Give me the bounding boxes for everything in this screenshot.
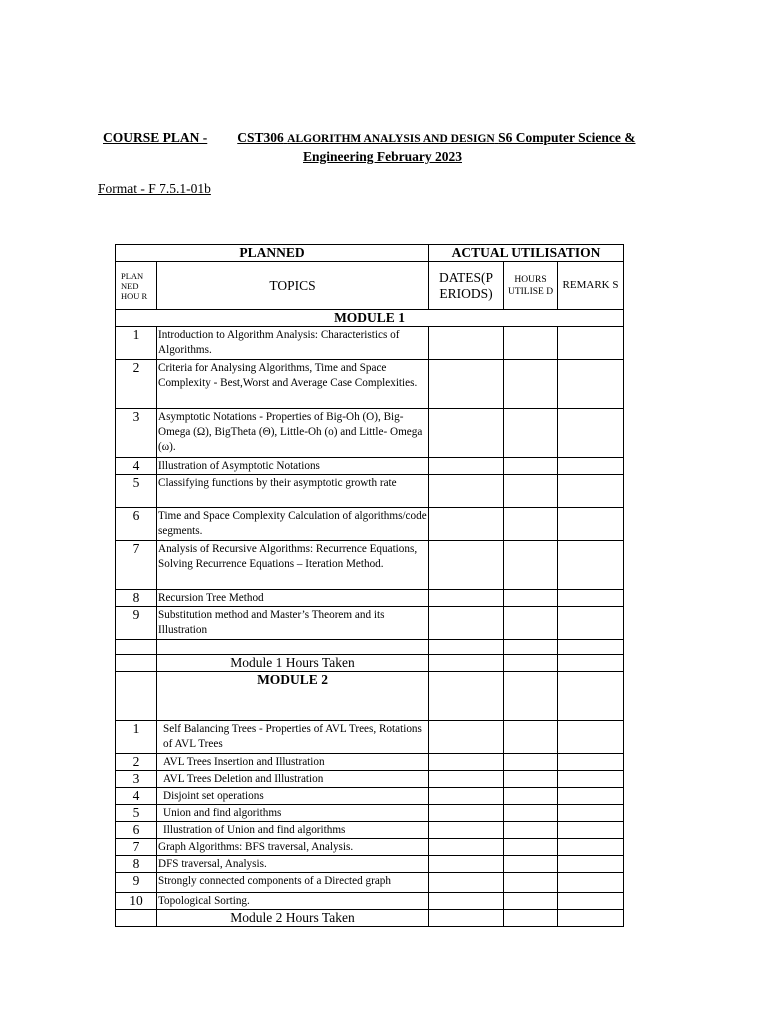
blank-cell [504, 541, 558, 590]
semester-text: S6 Computer Science & [498, 130, 636, 145]
table-row [116, 873, 624, 893]
blank-cell [558, 910, 624, 927]
blank-cell [504, 754, 558, 771]
topic-cell: Time and Space Complexity Calculation of algorithms/code segments. [157, 508, 429, 541]
table-row [116, 475, 624, 508]
blank-cell [429, 327, 504, 360]
plan-hour-cell: 9 [116, 873, 157, 893]
topic-cell: Topological Sorting. [157, 893, 429, 910]
blank-cell [429, 655, 504, 672]
planned-header: PLANNED [116, 245, 429, 262]
blank-cell [429, 771, 504, 788]
topic-cell: Graph Algorithms: BFS traversal, Analysis. [157, 839, 429, 856]
blank-cell [116, 655, 157, 672]
plan-hour-cell: 6 [116, 508, 157, 541]
hours-taken-row [116, 910, 624, 927]
table-row [116, 458, 624, 475]
topic-cell: Introduction to Algorithm Analysis: Characteristics of Algorithms. [157, 327, 429, 360]
table-row [116, 721, 624, 754]
plan-hour-cell: 5 [116, 475, 157, 508]
blank-cell [558, 655, 624, 672]
blank-cell [558, 607, 624, 640]
blank-cell [429, 508, 504, 541]
plan-hour-cell: 3 [116, 771, 157, 788]
plan-hour-cell: 7 [116, 541, 157, 590]
blank-cell [504, 873, 558, 893]
hours-taken-row [116, 655, 624, 672]
topic-cell: AVL Trees Deletion and Illustration [157, 771, 429, 788]
topic-cell: AVL Trees Insertion and Illustration [157, 754, 429, 771]
plan-hour-cell: 8 [116, 856, 157, 873]
blank-cell [504, 475, 558, 508]
topic-cell: Classifying functions by their asymptotic growth rate [157, 475, 429, 508]
blank-cell [504, 655, 558, 672]
blank-cell [429, 893, 504, 910]
module-1-title-row [116, 310, 624, 327]
blank-cell [558, 873, 624, 893]
blank-cell [429, 788, 504, 805]
table-row [116, 541, 624, 590]
topic-cell: Strongly connected components of a Directed graph [157, 873, 429, 893]
blank-cell [558, 771, 624, 788]
course-plan-subtitle: Engineering February 2023 [303, 149, 462, 164]
blank-cell [429, 822, 504, 839]
plan-hour-cell: 2 [116, 360, 157, 409]
topic-cell: DFS traversal, Analysis. [157, 856, 429, 873]
table-row [116, 805, 624, 822]
blank-cell [558, 409, 624, 458]
blank-cell [429, 910, 504, 927]
course-code: CST306 [237, 130, 284, 145]
topic-cell: Asymptotic Notations - Properties of Big-Oh (O), Big- Omega (Ω), BigTheta (Θ), Little-Oh (o) and Little- Omega (ω). [157, 409, 429, 458]
format-code: Format - F 7.5.1-01b [98, 181, 211, 196]
table-row [116, 508, 624, 541]
blank-cell [116, 672, 157, 721]
blank-cell [429, 458, 504, 475]
table-column-header-row [116, 262, 624, 310]
table-row [116, 839, 624, 856]
blank-cell [429, 409, 504, 458]
topic-cell: Recursion Tree Method [157, 590, 429, 607]
blank-cell [504, 360, 558, 409]
blank-cell [157, 640, 429, 655]
blank-cell [504, 788, 558, 805]
blank-cell [558, 721, 624, 754]
blank-cell [558, 856, 624, 873]
plan-hour-cell: 1 [116, 721, 157, 754]
table-row [116, 771, 624, 788]
blank-cell [558, 754, 624, 771]
module-1-title: MODULE 1 [116, 310, 624, 327]
blank-cell [558, 805, 624, 822]
plan-hour-cell: 5 [116, 805, 157, 822]
blank-cell [429, 672, 504, 721]
table-row [116, 856, 624, 873]
table-row [116, 607, 624, 640]
blank-cell [558, 541, 624, 590]
blank-cell [558, 360, 624, 409]
table-row [116, 360, 624, 409]
topic-cell: Analysis of Recursive Algorithms: Recurrence Equations, Solving Recurrence Equations – Iteration Method. [157, 541, 429, 590]
actual-utilisation-header: ACTUAL UTILISATION [429, 245, 624, 262]
blank-cell [558, 458, 624, 475]
blank-cell [504, 893, 558, 910]
blank-cell [116, 910, 157, 927]
table-row [116, 754, 624, 771]
blank-cell [429, 805, 504, 822]
module-2-hours-taken: Module 2 Hours Taken [157, 910, 429, 927]
plan-hour-cell: 4 [116, 788, 157, 805]
plan-hour-cell: 3 [116, 409, 157, 458]
blank-cell [504, 607, 558, 640]
blank-cell [558, 590, 624, 607]
blank-cell [504, 721, 558, 754]
table-row [116, 409, 624, 458]
table-row [116, 590, 624, 607]
topic-cell: Disjoint set operations [157, 788, 429, 805]
blank-cell [429, 721, 504, 754]
table-row [116, 788, 624, 805]
table-row [116, 893, 624, 910]
plan-hour-cell: 4 [116, 458, 157, 475]
blank-cell [429, 475, 504, 508]
blank-cell [504, 672, 558, 721]
topic-cell: Illustration of Union and find algorithms [157, 822, 429, 839]
blank-cell [504, 409, 558, 458]
table-row [116, 822, 624, 839]
table-row [116, 327, 624, 360]
blank-cell [429, 541, 504, 590]
blank-cell [429, 590, 504, 607]
module-2-title: MODULE 2 [157, 672, 429, 721]
plan-hour-cell: 9 [116, 607, 157, 640]
remarks-header: REMARK S [558, 262, 624, 310]
blank-cell [504, 508, 558, 541]
blank-cell [116, 640, 157, 655]
plan-hour-header: PLAN NED HOU R [116, 262, 157, 310]
topic-cell: Union and find algorithms [157, 805, 429, 822]
blank-cell [504, 805, 558, 822]
blank-cell [558, 327, 624, 360]
blank-cell [504, 327, 558, 360]
course-plan-table [115, 244, 624, 927]
blank-cell [429, 360, 504, 409]
table-group-header-row [116, 245, 624, 262]
plan-hour-cell: 6 [116, 822, 157, 839]
blank-cell [558, 672, 624, 721]
blank-cell [504, 771, 558, 788]
blank-cell [504, 458, 558, 475]
blank-cell [558, 822, 624, 839]
blank-cell [429, 640, 504, 655]
blank-cell [558, 640, 624, 655]
plan-hour-cell: 10 [116, 893, 157, 910]
course-name: ALGORITHM ANALYSIS AND DESIGN [287, 133, 495, 145]
blank-cell [504, 822, 558, 839]
blank-cell [558, 839, 624, 856]
blank-cell [429, 839, 504, 856]
module-2-title-row [116, 672, 624, 721]
blank-cell [558, 893, 624, 910]
blank-cell [558, 508, 624, 541]
course-plan-label: COURSE PLAN - [103, 130, 208, 145]
blank-row [116, 640, 624, 655]
topic-cell: Self Balancing Trees - Properties of AVL Trees, Rotations of AVL Trees [157, 721, 429, 754]
topic-cell: Criteria for Analysing Algorithms, Time and Space Complexity - Best,Worst and Average Case Complexities. [157, 360, 429, 409]
dates-header: DATES(P ERIODS) [429, 262, 504, 310]
plan-hour-cell: 8 [116, 590, 157, 607]
topic-cell: Substitution method and Master’s Theorem and its Illustration [157, 607, 429, 640]
plan-hour-cell: 1 [116, 327, 157, 360]
plan-hour-cell: 7 [116, 839, 157, 856]
topics-header: TOPICS [157, 262, 429, 310]
blank-cell [429, 873, 504, 893]
blank-cell [504, 590, 558, 607]
blank-cell [429, 607, 504, 640]
hours-utilised-header: HOURS UTILISE D [504, 262, 558, 310]
course-plan-title [103, 130, 636, 146]
blank-cell [504, 839, 558, 856]
blank-cell [429, 856, 504, 873]
blank-cell [504, 856, 558, 873]
plan-hour-cell: 2 [116, 754, 157, 771]
blank-cell [504, 910, 558, 927]
blank-cell [558, 788, 624, 805]
topic-cell: Illustration of Asymptotic Notations [157, 458, 429, 475]
blank-cell [558, 475, 624, 508]
blank-cell [429, 754, 504, 771]
module-1-hours-taken: Module 1 Hours Taken [157, 655, 429, 672]
blank-cell [504, 640, 558, 655]
